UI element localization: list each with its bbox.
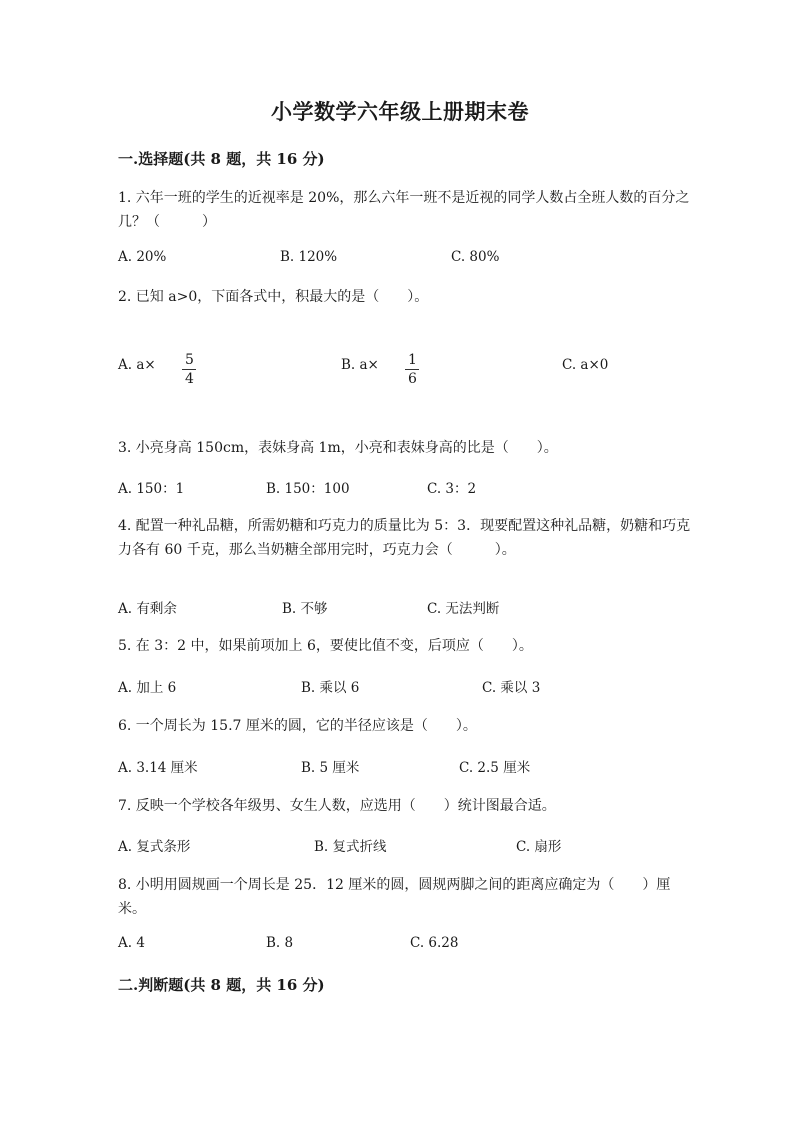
fraction-b	[405, 352, 420, 387]
option-a: A. 4	[118, 935, 145, 951]
option-c: C. 80%	[451, 249, 500, 265]
fraction-bar	[182, 369, 196, 370]
option-c: C. 2.5 厘米	[459, 760, 531, 776]
question-4-options	[118, 597, 718, 617]
question-6-options	[118, 756, 718, 776]
fraction-numerator: 5	[185, 352, 194, 368]
option-b: B. 不够	[282, 601, 328, 617]
fraction-denominator: 6	[408, 371, 417, 387]
option-a: A. 3.14 厘米	[118, 760, 198, 776]
option-a: A. 复式条形	[118, 839, 191, 855]
question-2-options	[118, 352, 718, 387]
option-c: C. 扇形	[516, 839, 562, 855]
option-b: B. 复式折线	[314, 839, 387, 855]
option-a: A. 20%	[118, 249, 167, 265]
section-heading-choice: 一.选择题(共 8 题，共 16 分)	[118, 150, 325, 168]
option-a: A. a×	[118, 357, 156, 373]
option-a: A. 150：1	[118, 481, 185, 497]
section-heading-judgement: 二.判断题(共 8 题，共 16 分)	[118, 976, 325, 994]
page-title: 小学数学六年级上册期末卷	[271, 99, 529, 124]
question-3-options	[118, 477, 718, 497]
question-3: 3. 小亮身高 150cm，表妹身高 1m，小亮和表妹身高的比是（ ）。	[118, 440, 558, 456]
option-a: A. 加上 6	[118, 680, 177, 696]
option-c: C. 3：2	[427, 481, 477, 497]
question-8: 8. 小明用圆规画一个周长是 25．12 厘米的圆，圆规两脚之间的距离应确定为（ ）厘米。	[118, 877, 671, 917]
question-2: 2. 已知 a>0，下面各式中，积最大的是（ ）。	[118, 289, 429, 305]
question-8-options	[118, 935, 718, 955]
option-c: C. a×0	[562, 357, 609, 373]
option-c: C. 乘以 3	[482, 680, 541, 696]
option-b: B. 5 厘米	[301, 760, 360, 776]
question-6: 6. 一个周长为 15.7 厘米的圆，它的半径应该是（ ）。	[118, 718, 477, 734]
question-7: 7. 反映一个学校各年级男、女生人数，应选用（ ）统计图最合适。	[118, 798, 556, 814]
option-a: A. 有剩余	[118, 601, 177, 617]
fraction-a	[182, 352, 197, 387]
fraction-bar	[405, 369, 419, 370]
option-b: B. 乘以 6	[301, 680, 360, 696]
fraction-numerator: 1	[408, 352, 417, 368]
question-5: 5. 在 3：2 中，如果前项加上 6，要使比值不变，后项应（ ）。	[118, 638, 533, 654]
fraction-denominator: 4	[185, 371, 194, 387]
question-7-options	[118, 835, 718, 855]
question-1: 1. 六年一班的学生的近视率是 20%，那么六年一班不是近视的同学人数占全班人数的百分之几？（ ）	[118, 190, 690, 230]
option-c: C. 6.28	[410, 935, 459, 951]
option-c: C. 无法判断	[427, 601, 500, 617]
question-1-options	[118, 249, 718, 269]
question-4: 4. 配置一种礼品糖，所需奶糖和巧克力的质量比为 5：3．现要配置这种礼品糖，奶糖和巧克力各有 60 千克，那么当奶糖全部用完时，巧克力会（ ）。	[118, 518, 691, 558]
option-b: B. 120%	[280, 249, 338, 265]
question-5-options	[118, 676, 718, 696]
option-b: B. 150：100	[266, 481, 350, 497]
option-b: B. a×	[341, 357, 379, 373]
option-b: B. 8	[266, 935, 294, 951]
